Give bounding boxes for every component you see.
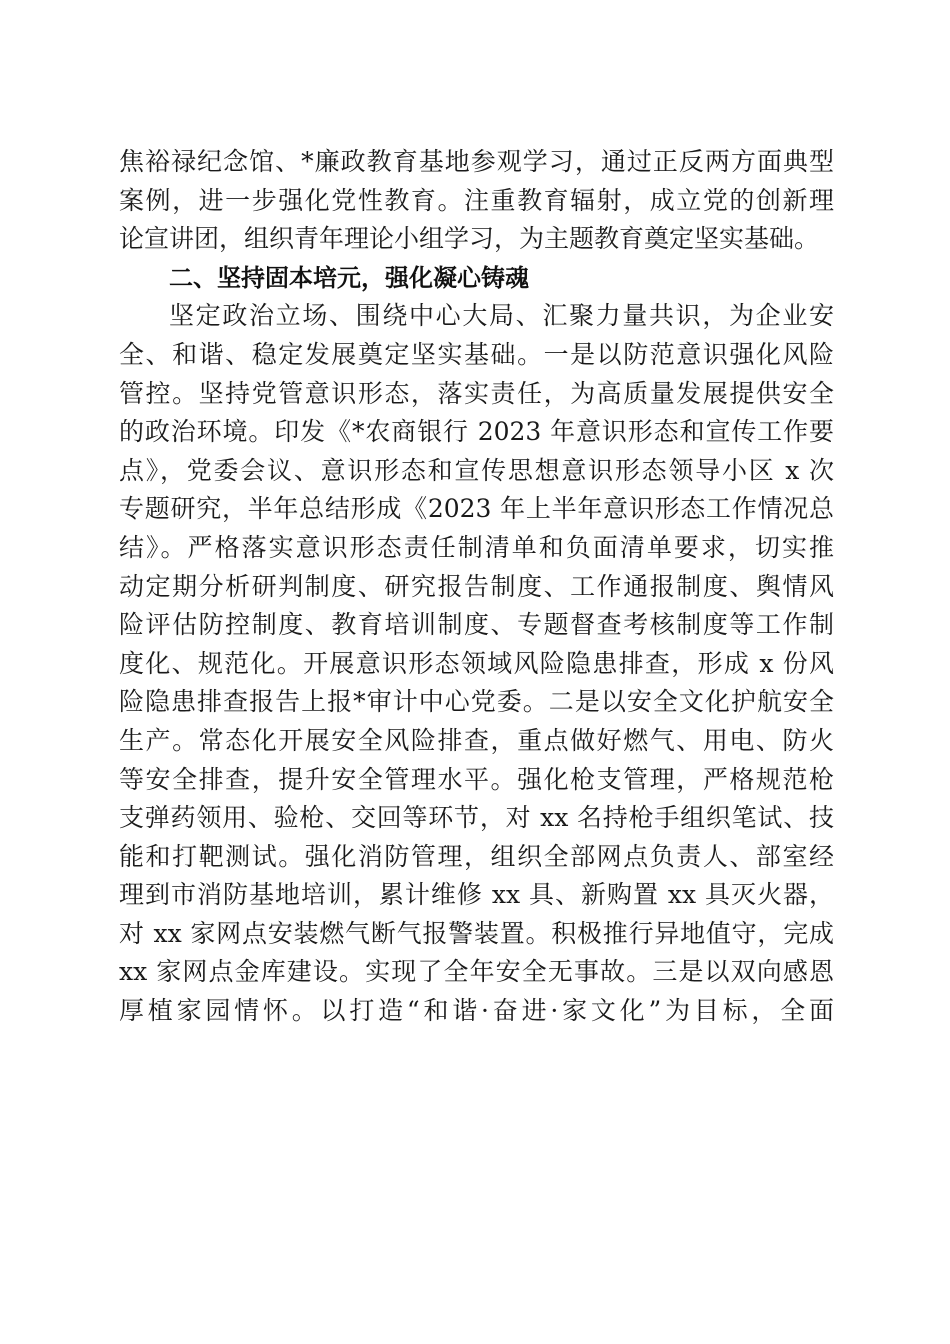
text-line: 厚植家园情怀。以打造“和谐·奋进·家文化”为目标，全面 [119,996,834,1026]
text-line: 案例，进一步强化党性教育。注重教育辐射，成立党的创新理 [119,185,834,215]
text-line: 结》。严格落实意识形态责任制清单和负面清单要求，切实推 [119,532,834,562]
text-line: 论宣讲团，组织青年理论小组学习，为主题教育奠定坚实基础。 [119,224,820,254]
text-line: 等安全排查，提升安全管理水平。强化枪支管理，严格规范枪 [119,764,834,794]
section-heading: 二、坚持固本培元，强化凝心铸魂 [169,263,529,292]
text-line: 焦裕禄纪念馆、*廉政教育基地参观学习，通过正反两方面典型 [119,147,834,176]
text-line: 度化、规范化。开展意识形态领域风险隐患排查，形成 x 份风 [119,648,834,678]
text-line: 管控。坚持党管意识形态，落实责任，为高质量发展提供安全 [119,378,834,408]
text-line: 险隐患排查报告上报*审计中心党委。二是以安全文化护航安全 [119,687,834,717]
paragraph-1 [119,143,834,259]
text-line: xx 家网点金库建设。实现了全年安全无事故。三是以双向感恩 [119,957,834,987]
text-line: 对 xx 家网点安装燃气断气报警装置。积极推行异地值守，完成 [119,918,834,948]
text-line: 专题研究，半年总结形成《2023 年上半年意识形态工作情况总 [119,494,834,524]
text-line: 理到市消防基地培训，累计维修 xx 具、新购置 xx 具灭火器， [119,880,834,910]
paragraph-2 [119,297,834,1030]
text-line: 支弹药领用、验枪、交回等环节，对 xx 名持枪手组织笔试、技 [119,803,834,833]
text-line: 的政治环境。印发《*农商银行 2023 年意识形态和宣传工作要 [119,417,834,447]
text-line: 全、和谐、稳定发展奠定坚实基础。一是以防范意识强化风险 [119,339,834,369]
text-line: 生产。常态化开展安全风险排查，重点做好燃气、用电、防火 [119,725,834,755]
text-line: 动定期分析研判制度、研究报告制度、工作通报制度、舆情风 [119,571,834,601]
text-line: 能和打靶测试。强化消防管理，组织全部网点负责人、部室经 [119,841,834,871]
text-line: 险评估防控制度、教育培训制度、专题督查考核制度等工作制 [119,610,834,640]
text-line: 点》，党委会议、意识形态和宣传思想意识形态领导小区 x 次 [119,455,834,485]
document-body [119,143,834,1031]
text-line: 坚定政治立场、围绕中心大局、汇聚力量共识，为企业安 [169,301,834,331]
